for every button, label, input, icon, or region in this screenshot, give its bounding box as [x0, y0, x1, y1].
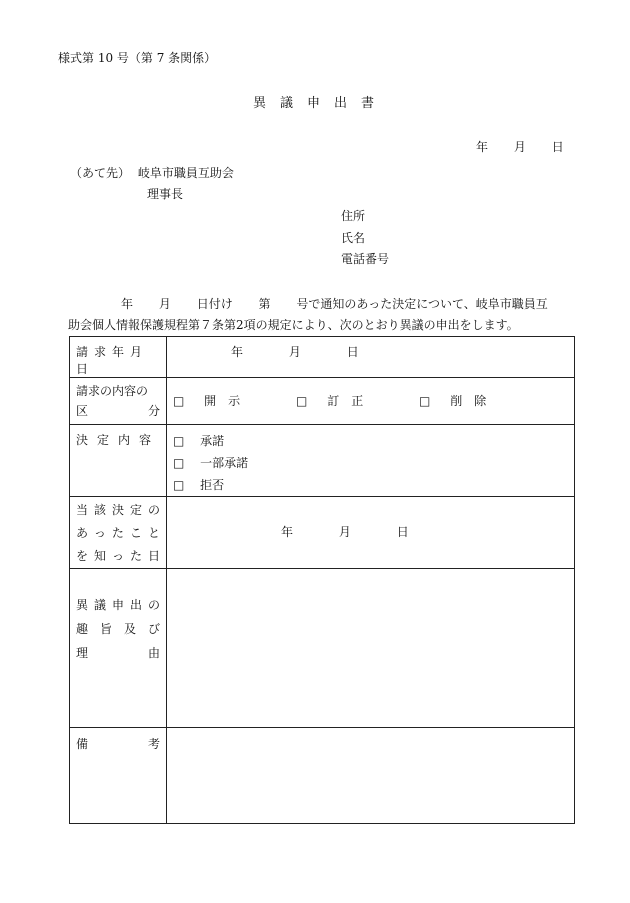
addressee-prefix: （あて先）: [70, 166, 131, 180]
label-remarks-a: 備: [76, 737, 89, 751]
row-request-date: [70, 337, 575, 378]
year-mark: 年: [231, 345, 244, 359]
label-known-date-l1: 当該決定の: [76, 503, 160, 517]
label-request-date: 請求年月日: [76, 345, 149, 376]
label-cell: [70, 728, 167, 824]
label-known-date-l2: あったこと: [76, 526, 160, 540]
applicant-phone: 電話番号: [341, 252, 390, 266]
request-date-cell[interactable]: [167, 337, 575, 378]
option-partial-accept-label: 一部承諾: [200, 456, 249, 470]
year-mark: 年: [281, 525, 294, 539]
date-month: 月: [513, 140, 526, 154]
intro-rest: 号で通知のあった決定について、岐阜市職員互: [296, 297, 548, 311]
checkbox-icon[interactable]: □: [296, 394, 308, 408]
page-title: 異議申出書: [253, 96, 389, 111]
option-accept[interactable]: [173, 430, 574, 452]
row-known-date: [70, 497, 575, 569]
option-partial-accept[interactable]: [173, 452, 574, 474]
applicant-name: 氏名: [341, 231, 366, 245]
label-cell: [70, 337, 167, 378]
label-cell: [70, 425, 167, 497]
option-correct-label: 訂 正: [327, 394, 364, 408]
label-request-type-l1: 請求の内容の: [76, 384, 149, 398]
row-objection-reason: [70, 569, 575, 728]
option-disclose-label: 開 示: [204, 394, 241, 408]
label-cell: [70, 378, 167, 425]
label-request-type-l2a: 区: [76, 404, 89, 418]
label-reason-l1: 異議申出の: [76, 598, 160, 612]
checkbox-icon[interactable]: □: [173, 394, 185, 408]
label-known-date-l3: を知った日: [76, 549, 160, 563]
remarks-cell[interactable]: [167, 728, 575, 824]
month-mark: 月: [288, 345, 301, 359]
label-reason-l3b: 由: [147, 646, 160, 660]
label-cell: [70, 569, 167, 728]
option-delete-label: 削 除: [450, 394, 487, 408]
intro-line-1: [121, 297, 548, 311]
addressee: [70, 166, 234, 180]
checkbox-icon[interactable]: □: [173, 434, 185, 448]
intro-number: 第: [258, 297, 271, 311]
label-remarks-b: 考: [147, 737, 160, 751]
decision-cell: [167, 425, 575, 497]
date-day: 日: [551, 140, 564, 154]
row-decision: [70, 425, 575, 497]
submission-date: [476, 140, 564, 154]
addressee-role: 理事長: [147, 187, 184, 201]
request-type-cell: [167, 378, 575, 425]
day-mark: 日: [396, 525, 409, 539]
checkbox-icon[interactable]: □: [173, 478, 185, 492]
label-reason-l2: 趣旨及び: [76, 622, 160, 636]
option-reject[interactable]: [173, 474, 574, 496]
row-remarks: [70, 728, 575, 824]
applicant-address: 住所: [341, 209, 366, 223]
objection-form-table: [69, 336, 575, 824]
row-request-type: [70, 378, 575, 425]
option-accept-label: 承諾: [200, 434, 225, 448]
checkbox-icon[interactable]: □: [419, 394, 431, 408]
known-date-value: [167, 497, 574, 540]
month-mark: 月: [338, 525, 351, 539]
label-cell: [70, 497, 167, 569]
option-correct[interactable]: [296, 394, 363, 408]
day-mark: 日: [346, 345, 359, 359]
label-decision: 決定内容: [76, 433, 161, 447]
intro-line-2: 助会個人情報保護規程第７条第2項の規定により、次のとおり異議の申出をします。: [68, 318, 519, 332]
label-request-type-l2b: 分: [147, 404, 160, 418]
intro-day: 日付け: [196, 297, 233, 311]
objection-reason-cell[interactable]: [167, 569, 575, 728]
option-delete[interactable]: [419, 394, 486, 408]
checkbox-icon[interactable]: □: [173, 456, 185, 470]
intro-month: 月: [158, 297, 171, 311]
option-disclose[interactable]: [173, 394, 240, 408]
date-year: 年: [476, 140, 489, 154]
request-date-value: [167, 337, 574, 360]
label-reason-l3a: 理: [76, 646, 89, 660]
form-number: 様式第 10 号（第 7 条関係）: [58, 51, 217, 65]
addressee-org: 岐阜市職員互助会: [137, 166, 234, 180]
known-date-cell[interactable]: [167, 497, 575, 569]
intro-year: 年: [121, 297, 134, 311]
option-reject-label: 拒否: [200, 478, 225, 492]
